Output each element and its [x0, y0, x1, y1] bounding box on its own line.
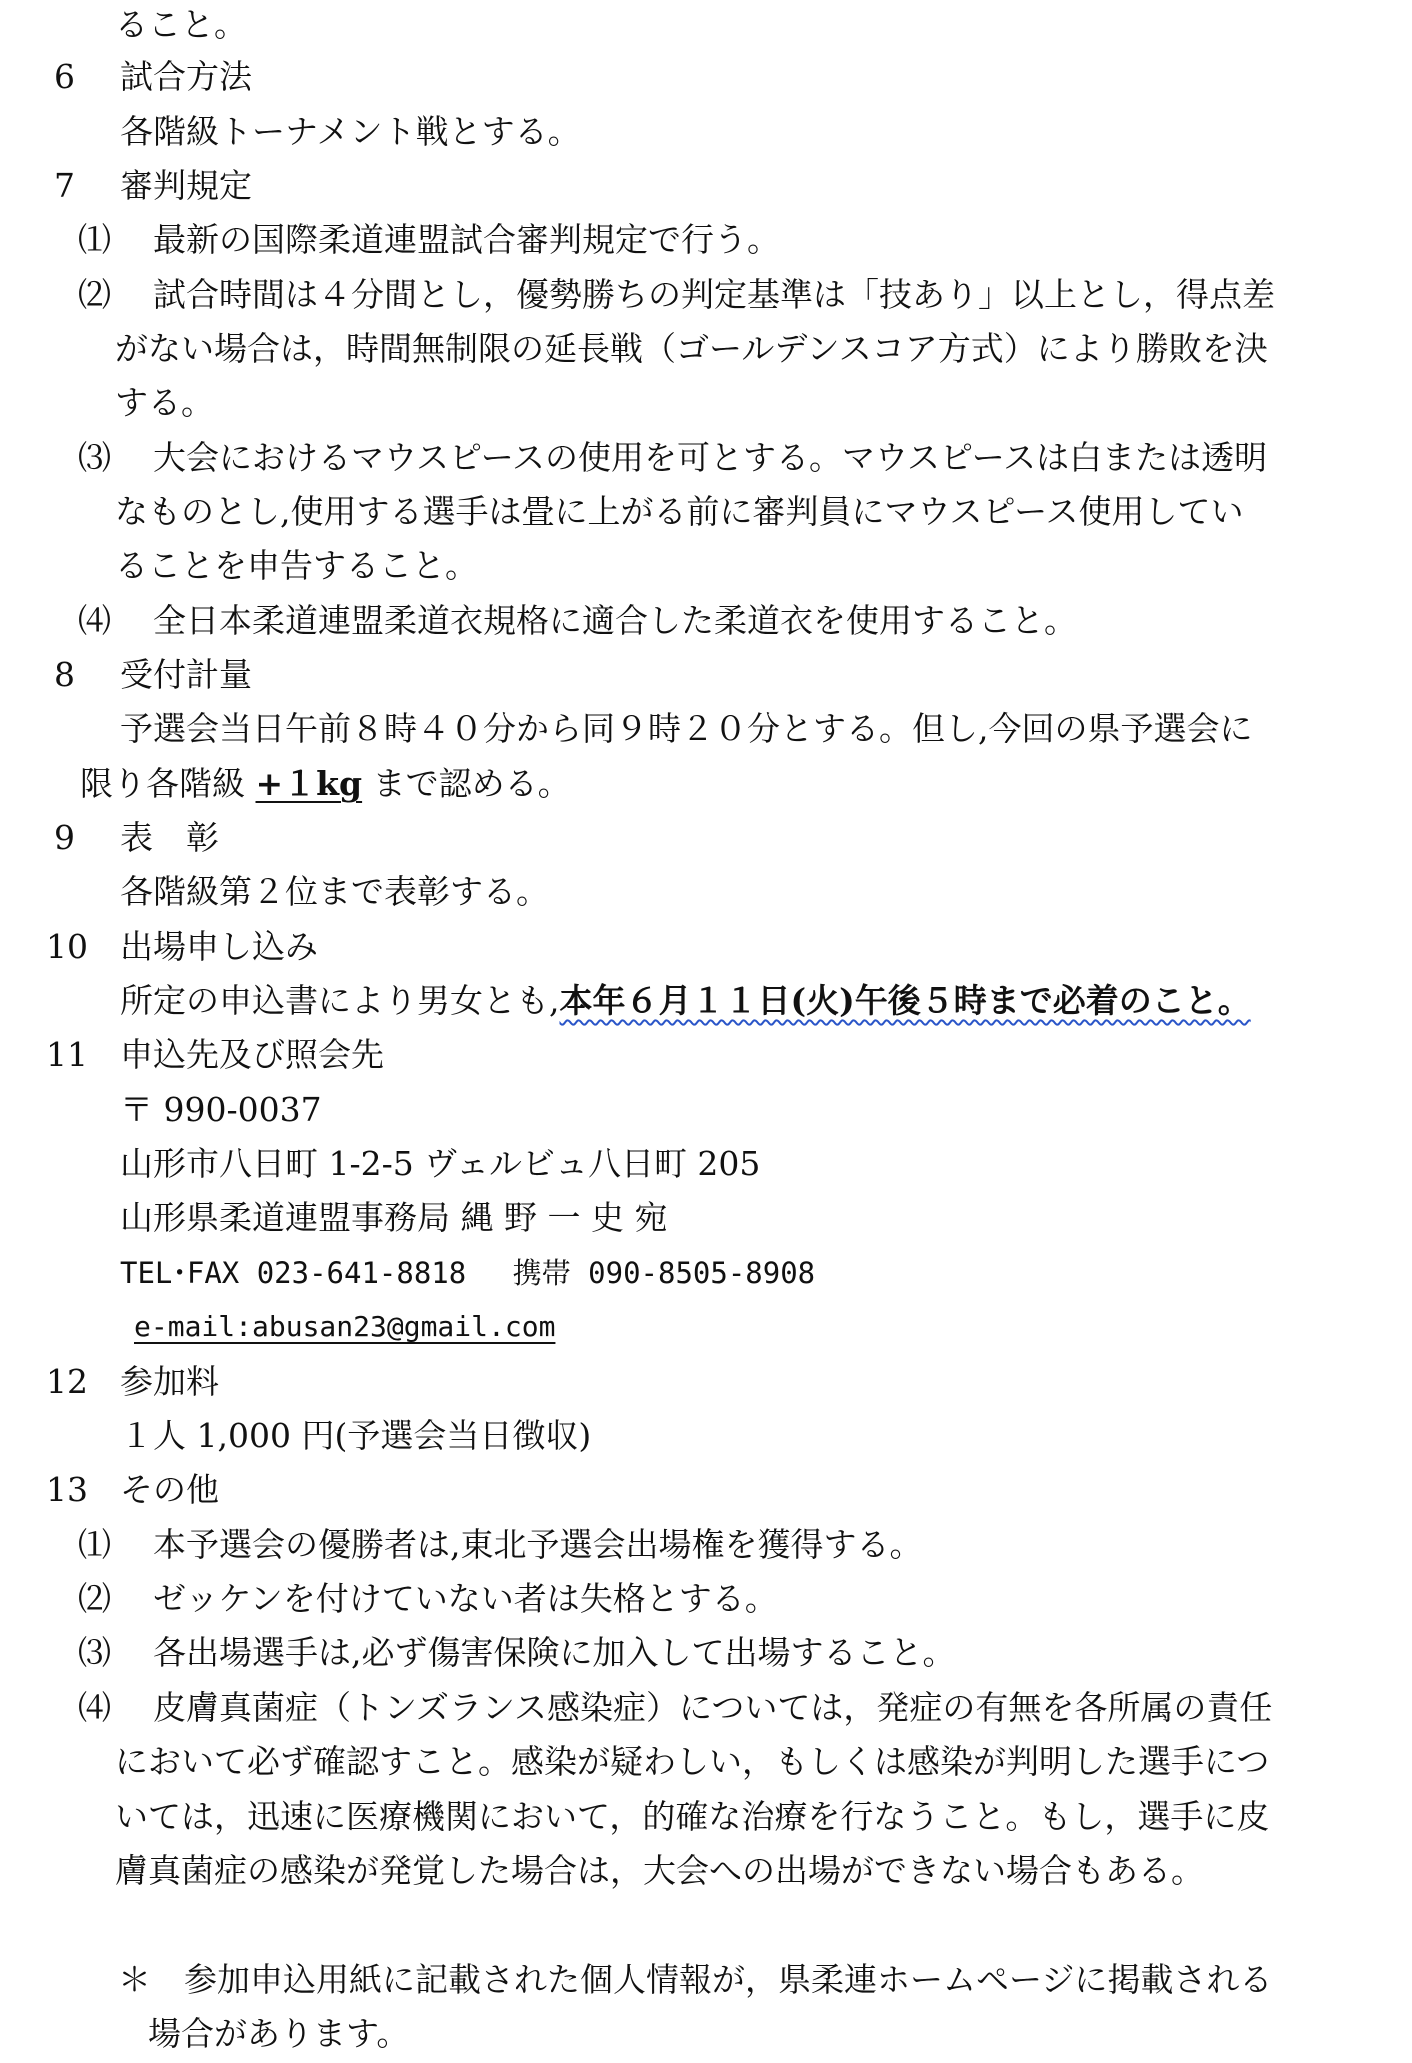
section-number: 8 [54, 655, 75, 694]
section-13-item-4-cont: いては，迅速に医療機関において，的確な治療を行なうこと。もし，選手に皮 [115, 1797, 1270, 1836]
section-title: 参加料 [120, 1362, 219, 1401]
item-marker: ⑴ [78, 1525, 111, 1564]
section-10-heading [46, 922, 318, 976]
section-title: 審判規定 [120, 166, 252, 205]
section-13-item-4 [78, 1683, 1272, 1737]
item-marker: ⑷ [78, 601, 111, 640]
section-13-item-3 [78, 1628, 956, 1682]
address: 山形市八日町 1-2-5 ヴェルビュ八日町 205 [120, 1144, 761, 1183]
section-9-heading [54, 813, 219, 867]
privacy-note-cont: 場合があります。 [148, 2014, 410, 2053]
section-7-item-4 [78, 596, 1077, 650]
note-text: 参加申込用紙に記載された個人情報が，県柔連ホームページに掲載される [184, 1960, 1273, 1999]
item-text: 全日本柔道連盟柔道衣規格に適合した柔道衣を使用すること。 [153, 601, 1077, 640]
section-number: 12 [46, 1362, 88, 1401]
postal-code: 〒 990-0037 [120, 1090, 322, 1129]
item-marker: ⑷ [78, 1688, 111, 1727]
section-title: 出場申し込み [120, 927, 318, 966]
item-marker: ⑵ [78, 275, 111, 314]
section-title: その他 [120, 1470, 219, 1509]
deadline: 本年６月１１日(火)午後５時まで必着のこと。 [559, 981, 1251, 1020]
section-12-body: １人 1,000 円(予選会当日徴収) [120, 1416, 592, 1455]
item-text: 各出場選手は,必ず傷害保険に加入して出場すること。 [153, 1633, 956, 1672]
section-7-item-1 [78, 215, 780, 269]
email-link[interactable]: e-mail:abusan23@gmail.com [134, 1310, 556, 1343]
section-10-body [120, 976, 1251, 1030]
weight-allowance: +１kg [255, 764, 363, 803]
section-13-item-4-cont: において必ず確認すこと。感染が疑わしい，もしくは感染が判明した選手につ [115, 1742, 1270, 1781]
section-number: 10 [46, 927, 88, 966]
section-6-heading [54, 52, 252, 106]
privacy-note [118, 1955, 1272, 2009]
phone-fax: TEL･FAX 023-641-8818 携帯 090-8505-8908 [120, 1256, 816, 1290]
item-text: 最新の国際柔道連盟試合審判規定で行う。 [153, 220, 780, 259]
item-marker: ⑶ [78, 438, 111, 477]
section-title: 表 彰 [120, 818, 219, 857]
section-8-body-cont [80, 759, 571, 813]
section-7-item-3-cont: なものとし,使用する選手は畳に上がる前に審判員にマウスピース使用してい [115, 492, 1244, 531]
note-marker: ＊ [118, 1960, 151, 1999]
section-title: 受付計量 [120, 655, 252, 694]
section-11-heading [46, 1030, 384, 1084]
section-6-body: 各階級トーナメント戦とする。 [120, 112, 581, 151]
item-text: 皮膚真菌症（トンズランス感染症）については，発症の有無を各所属の責任 [153, 1688, 1273, 1727]
item-marker: ⑵ [78, 1579, 111, 1618]
text-run: 限り各階級 [80, 764, 256, 803]
section-7-heading [54, 161, 252, 215]
item-text: 試合時間は４分間とし，優勢勝ちの判定基準は「技あり」以上とし，得点差 [153, 275, 1275, 314]
section-7-item-2-cont: する。 [115, 383, 214, 422]
item-text: ゼッケンを付けていない者は失格とする。 [153, 1579, 778, 1618]
section-number: 13 [46, 1470, 88, 1509]
section-number: 9 [54, 818, 75, 857]
section-8-body: 予選会当日午前８時４０分から同９時２０分とする。但し,今回の県予選会に [120, 709, 1253, 748]
section-13-item-4-cont: 膚真菌症の感染が発覚した場合は，大会への出場ができない場合もある。 [115, 1851, 1204, 1890]
section-title: 申込先及び照会先 [120, 1035, 384, 1074]
continued-text: ること。 [115, 5, 247, 44]
section-7-item-2-cont: がない場合は，時間無制限の延長戦（ゴールデンスコア方式）により勝敗を決 [115, 329, 1268, 368]
text-run: まで認める。 [362, 764, 571, 803]
section-7-item-3-cont: ることを申告すること。 [115, 546, 478, 585]
section-13-heading [46, 1465, 219, 1519]
section-7-item-3 [78, 433, 1267, 487]
section-8-heading [54, 650, 252, 704]
section-13-item-2 [78, 1574, 778, 1628]
section-number: 11 [46, 1035, 88, 1074]
item-marker: ⑶ [78, 1633, 111, 1672]
section-title: 試合方法 [120, 57, 252, 96]
item-marker: ⑴ [78, 220, 111, 259]
section-number: 6 [54, 57, 75, 96]
organization: 山形県柔道連盟事務局 縄 野 一 史 宛 [120, 1198, 668, 1237]
section-number: 7 [54, 166, 75, 205]
section-7-item-2 [78, 270, 1275, 324]
item-text: 大会におけるマウスピースの使用を可とする。マウスピースは白または透明 [153, 438, 1268, 477]
item-text: 本予選会の優勝者は,東北予選会出場権を獲得する。 [153, 1525, 923, 1564]
section-13-item-1 [78, 1520, 923, 1574]
section-9-body: 各階級第２位まで表彰する。 [120, 872, 549, 911]
text-run: 所定の申込書により男女とも, [120, 981, 560, 1020]
section-12-heading [46, 1357, 219, 1411]
